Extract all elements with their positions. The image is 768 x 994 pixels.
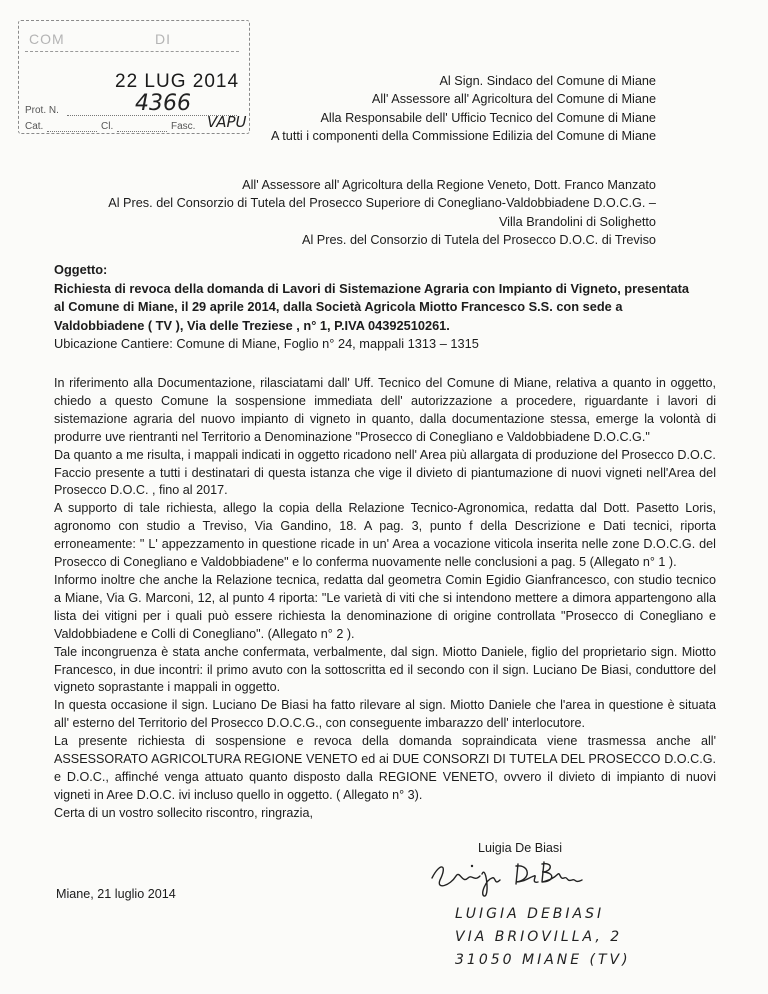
address-line: LUIGIA DEBIASI <box>455 906 605 922</box>
stamp-date: 22 LUG 2014 <box>115 71 240 92</box>
body-paragraph: La presente richiesta di sospensione e revoca della domanda sopraindicata viene trasmessa anche all' ASSESSORATO AGRICOLTURA REGIONE VENETO ed ai DUE CONSORZI DI TUTELA DEL PROSECCO D.O.C.G. e D.O.C., affinché venga attuato quanto disposto dalla REGIONE VENETO, ovvero il divieto di impianto di nuovi vigneti in Aree D.O.C. ivi incluso quello in oggetto. ( Allegato n° 3). <box>54 734 716 802</box>
subject-block <box>54 261 714 354</box>
subject-line: Valdobbiadene ( TV ), Via delle Treziese , n° 1, P.IVA 04392510261. <box>54 317 450 333</box>
protocol-stamp <box>18 20 250 134</box>
stamp-ghost-right: DI <box>155 31 171 47</box>
signer-name: Luigia De Biasi <box>478 841 563 855</box>
handwritten-address <box>455 903 631 972</box>
stamp-cat-label: Cat. <box>25 121 44 132</box>
body-paragraph: A supporto di tale richiesta, allego la copia della Relazione Tecnico-Agronomica, redatta dal Dott. Pasetto Loris, agronomo con studio a Treviso, Via Gandino, 18. A pag. 3, punto f della Descrizione e Dati tecnici, riporta erroneamente: " L' appezzamento in questione ricade in un' Area a vocazione viticola inserita nelle zone D.O.C.G. del Prosecco di Conegliano e Valdobbiadene" e lo conferma nuovamente nelle conclusioni a pag. 5 (Allegato n° 1 ). <box>54 501 716 570</box>
subject-label: Oggetto: <box>54 262 108 277</box>
stamp-prot-number: 4366 <box>135 91 191 116</box>
stamp-cat-line <box>47 131 97 132</box>
recipient-line: Al Pres. del Consorzio di Tutela del Prosecco D.O.C. di Treviso <box>302 232 656 247</box>
stamp-header <box>25 25 239 52</box>
stamp-cl-label: Cl. <box>101 121 114 132</box>
address-line: VIA BRIOVILLA, 2 <box>455 929 623 945</box>
recipient-line: All' Assessore all' Agricoltura della Regione Veneto, Dott. Franco Manzato <box>242 178 656 192</box>
recipient-line: All' Assessore all' Agricoltura del Comune di Miane <box>371 92 656 107</box>
body-paragraph: Faccio presente a tutti i destinatari di questa istanza che vige il divieto di piantumazione di nuovi vigneti nell'Area del Prosecco D.O.C. , fino al 2017. <box>54 465 716 498</box>
body-paragraph: Informo inoltre che anche la Relazione tecnica, redatta dal geometra Comin Egidio Gianfrancesco, con studio tecnico a Miane, Via G. Marconi, 12, al punto 4 riporta: "Le varietà di viti che si intendono mettere a dimora appartengono alla lista dei vitigni per i quali può essere richiesta la denominazione di origine controllata "Prosecco di Conegliano e Valdobbiadene e Colli di Conegliano". (Allegato n° 2 ). <box>54 572 716 641</box>
body-paragraph: In questa occasione il sign. Luciano De Biasi ha fatto rilevare al sign. Miotto Daniele che l'area in questione è situata all' esterno del Territorio del Prosecco D.O.C.G., con conseguente imbarazzo dell' interlocutore. <box>54 698 716 731</box>
subject-line: Richiesta di revoca della domanda di Lavori di Sistemazione Agraria con Impianto di Vigneto, presentata <box>54 280 690 296</box>
body-paragraph: In riferimento alla Documentazione, rilasciatami dall' Uff. Tecnico del Comune di Miane, relativa a quanto in oggetto, chiedo a questo Comune la sospensione immediata dell' autorizzazione a procedere, riguardante i lavori di sistemazione agraria del nuovo impianto di vigneto in quanto, dalla documentazione stessa, emerge la volontà di produrre uve rientranti nel Territorio a Denominazione "Prosecco di Conegliano e Valdobbiadene D.O.C.G." <box>54 376 716 444</box>
subject-line: al Comune di Miane, il 29 aprile 2014, dalla Società Agricola Miotto Francesco S.S. con sede a <box>54 299 623 315</box>
stamp-prot-label: Prot. N. <box>25 105 59 116</box>
recipient-line: Al Sign. Sindaco del Comune di Miane <box>439 74 656 88</box>
letter-body <box>54 375 716 823</box>
recipient-line: A tutti i componenti della Commissione Edilizia del Comune di Miane <box>270 128 656 143</box>
handwritten-signature <box>426 858 586 900</box>
recipients-secondary <box>108 176 656 249</box>
subject-location: Ubicazione Cantiere: Comune di Miane, Foglio n° 24, mappali 1313 – 1315 <box>54 336 479 352</box>
place-and-date: Miane, 21 luglio 2014 <box>56 887 176 901</box>
body-paragraph: Certa di un vostro sollecito riscontro, ringrazia, <box>54 805 313 820</box>
stamp-ghost-left: COM <box>29 31 65 47</box>
stamp-cl-line <box>117 131 167 132</box>
stamp-fasc-label: Fasc. <box>171 121 196 132</box>
body-paragraph: Da quanto a me risulta, i mappali indicati in oggetto ricadono nell' Area più allargata di produzione del Prosecco D.O.C. <box>54 447 716 462</box>
recipient-line: Al Pres. del Consorzio di Tutela del Prosecco Superiore di Conegliano-Valdobbiadene D.O.C.G. – <box>108 196 656 211</box>
body-paragraph: Tale incongruenza è stata anche confermata, verbalmente, dal sign. Miotto Daniele, figlio del proprietario sign. Miotto Francesco, in due incontri: il primo avuto con la sottoscritta ed il secondo con il sign. Luciano De Biasi, conduttore del vigneto soprastante i mappali in oggetto. <box>54 644 716 695</box>
stamp-initials: VAPU <box>207 113 247 131</box>
recipient-line: Villa Brandolini di Solighetto <box>498 214 656 229</box>
recipients-primary <box>271 72 656 145</box>
recipient-line: Alla Responsabile dell' Ufficio Tecnico del Comune di Miane <box>320 110 656 125</box>
address-line: 31050 MIANE (TV) <box>455 952 631 968</box>
